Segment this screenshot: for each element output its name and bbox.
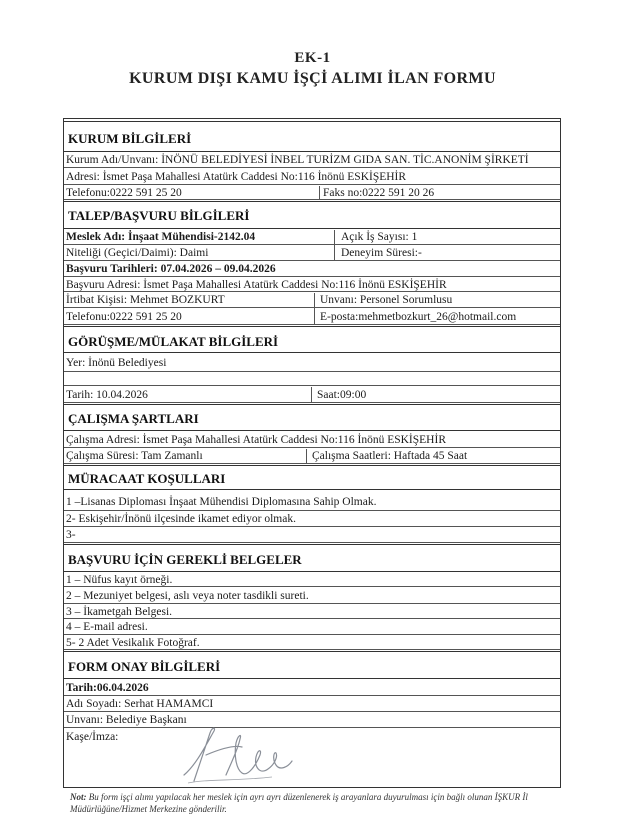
interview-date: Tarih: 10.04.2026 bbox=[66, 389, 148, 401]
contact-email: E-posta:mehmetbozkurt_26@hotmail.com bbox=[320, 311, 517, 323]
interview-date-row bbox=[64, 387, 560, 403]
approver-title: Unvanı: Belediye Başkanı bbox=[64, 713, 560, 728]
section-header-calisma: ÇALIŞMA ŞARTLARI bbox=[64, 404, 560, 431]
spacer-row bbox=[64, 373, 560, 386]
divider bbox=[311, 387, 312, 403]
section-header-muracaat: MÜRACAAT KOŞULLARI bbox=[64, 465, 560, 490]
section-header-belgeler: BAŞVURU İÇİN GEREKLİ BELGELER bbox=[64, 544, 560, 572]
contact-person: İrtibat Kişisi: Mehmet BOZKURT bbox=[66, 294, 225, 306]
footnote-label: Not: bbox=[70, 792, 87, 802]
approval-date: Tarih:06.04.2026 bbox=[64, 681, 560, 696]
section-header-talep: TALEP/BAŞVURU BİLGİLERİ bbox=[64, 201, 560, 229]
profession-row bbox=[64, 230, 560, 245]
form-title: KURUM DIŞI KAMU İŞÇİ ALIMI İLAN FORMU bbox=[129, 70, 496, 87]
work-hours: Çalışma Saatleri: Haftada 45 Saat bbox=[312, 450, 468, 462]
work-address: Çalışma Adresi: İsmet Paşa Mahallesi Atatürk Caddesi No:116 İnönü ESKİŞEHİR bbox=[64, 432, 560, 448]
section-header-gorusme: GÖRÜŞME/MÜLAKAT BİLGİLERİ bbox=[64, 326, 560, 353]
footnote bbox=[70, 791, 560, 815]
institution-phone: Telefonu:0222 591 25 20 bbox=[66, 187, 182, 199]
document-item: 2 – Mezuniyet belgesi, aslı veya noter tasdikli sureti. bbox=[64, 588, 560, 604]
interview-place: Yer: İnönü Belediyesi bbox=[64, 354, 560, 372]
annex-label: EK-1 bbox=[294, 50, 331, 66]
form-table bbox=[63, 118, 561, 788]
contact-phone: Telefonu:0222 591 25 20 bbox=[66, 311, 182, 323]
approver-name: Adı Soyadı: Serhat HAMAMCI bbox=[64, 697, 560, 712]
document-item: 3 – İkametgah Belgesi. bbox=[64, 605, 560, 619]
institution-contact-row bbox=[64, 186, 560, 200]
section-header-kurum: KURUM BİLGİLERİ bbox=[64, 121, 560, 152]
condition-item: 2- Eskişehir/İnönü ilçesinde ikamet ediyor olmak. bbox=[64, 512, 560, 527]
signature-image bbox=[176, 725, 296, 787]
document-item: 4 – E-mail adresi. bbox=[64, 620, 560, 635]
experience: Deneyim Süresi:- bbox=[341, 247, 422, 259]
section-header-onay: FORM ONAY BİLGİLERİ bbox=[64, 651, 560, 679]
contact-title: Unvanı: Personel Sorumlusu bbox=[320, 294, 453, 306]
contact-row bbox=[64, 293, 560, 308]
stamp-label: Kaşe/İmza: bbox=[66, 731, 119, 743]
divider bbox=[306, 449, 307, 464]
condition-item: 3- bbox=[64, 528, 560, 543]
divider bbox=[314, 293, 315, 325]
condition-item: 1 –Lisanas Diploması İnşaat Mühendisi Diplomasına Sahip Olmak. bbox=[64, 494, 560, 511]
nature: Niteliği (Geçici/Daimi): Daimi bbox=[66, 247, 209, 259]
interview-time: Saat:09:00 bbox=[317, 389, 367, 401]
document-item: 1 – Nüfus kayıt örneği. bbox=[64, 573, 560, 587]
institution-name: Kurum Adı/Unvanı: İNÖNÜ BELEDİYESİ İNBEL TURİZM GIDA SAN. TİC.ANONİM ŞİRKETİ bbox=[64, 153, 560, 168]
application-dates: Başvuru Tarihleri: 07.04.2026 – 09.04.2026 bbox=[64, 262, 560, 277]
divider bbox=[334, 230, 335, 261]
document-item: 5- 2 Adet Vesikalık Fotoğraf. bbox=[64, 636, 560, 650]
institution-fax: Faks no:0222 591 20 26 bbox=[323, 187, 435, 199]
work-duration: Çalışma Süresi: Tam Zamanlı bbox=[66, 450, 203, 462]
profession: Meslek Adı: İnşaat Mühendisi-2142.04 bbox=[66, 231, 256, 243]
institution-address: Adresi: İsmet Paşa Mahallesi Atatürk Caddesi No:116 İnönü ESKİŞEHİR bbox=[64, 169, 560, 185]
application-address: Başvuru Adresi: İsmet Paşa Mahallesi Atatürk Caddesi No:116 İnönü ESKİŞEHİR bbox=[64, 278, 560, 292]
nature-row bbox=[64, 246, 560, 261]
openings: Açık İş Sayısı: 1 bbox=[341, 231, 418, 243]
footnote-text: Bu form işçi alımı yapılacak her meslek için ayrı ayrı düzenlenerek iş arayanlara duyurulması için bağlı olunan İŞKUR İl Müdürlüğüne/Hizmet Merkezine gönderilir. bbox=[70, 792, 528, 814]
divider bbox=[319, 186, 320, 200]
